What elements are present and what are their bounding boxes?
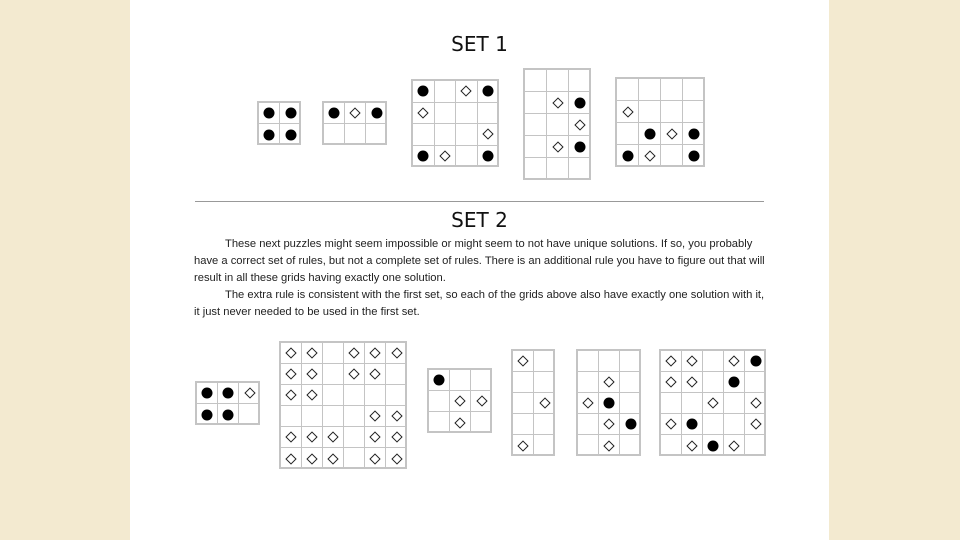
- grid-cell[interactable]: [745, 435, 766, 456]
- grid-cell[interactable]: [280, 124, 301, 145]
- diamond-icon: [483, 129, 494, 140]
- grid-cell[interactable]: [569, 114, 591, 136]
- grid-cell[interactable]: [281, 364, 302, 385]
- diamond-icon: [728, 440, 739, 451]
- grid-cell[interactable]: [599, 435, 620, 456]
- diamond-icon: [603, 418, 614, 429]
- grid-cell[interactable]: [578, 393, 599, 414]
- diamond-icon: [369, 453, 380, 464]
- diamond-icon: [391, 347, 402, 358]
- diamond-icon: [750, 418, 761, 429]
- grid-cell[interactable]: [661, 79, 683, 101]
- diamond-icon: [369, 410, 380, 421]
- set1-title: SET 1: [451, 32, 508, 56]
- grid-cell[interactable]: [323, 427, 344, 448]
- black-dot-icon: [689, 128, 700, 139]
- grid-cell[interactable]: [456, 81, 478, 103]
- grid-cell[interactable]: [525, 158, 547, 180]
- grid-cell[interactable]: [218, 404, 239, 425]
- black-dot-icon: [687, 419, 698, 430]
- set1-puzzle-grid-3: [411, 79, 499, 167]
- grid-cell[interactable]: [344, 343, 365, 364]
- black-dot-icon: [264, 129, 275, 140]
- grid-cell[interactable]: [661, 101, 683, 123]
- grid-cell[interactable]: [620, 372, 641, 393]
- diamond-icon: [750, 397, 761, 408]
- section-divider: [195, 201, 764, 202]
- black-dot-icon: [202, 388, 213, 399]
- paragraph-1: These next puzzles might seem impossible or might seem to not have unique solutions. If so, you probably have a correct set of rules, but not a complete set of rules. There is an additional rule you have to figure out that will result in all these grids having exactly one solution.: [194, 238, 765, 284]
- grid-cell[interactable]: [478, 146, 500, 168]
- grid-cell[interactable]: [324, 124, 345, 145]
- black-dot-icon: [483, 86, 494, 97]
- grid-cell[interactable]: [366, 124, 387, 145]
- diamond-icon: [391, 431, 402, 442]
- grid-cell[interactable]: [703, 435, 724, 456]
- grid-cell[interactable]: [259, 103, 280, 124]
- diamond-icon: [666, 128, 677, 139]
- grid-cell[interactable]: [429, 412, 450, 433]
- set1-puzzle-grid-5: [615, 77, 705, 167]
- grid-cell[interactable]: [386, 343, 407, 364]
- diamond-icon: [306, 431, 317, 442]
- grid-cell[interactable]: [323, 406, 344, 427]
- grid-cell[interactable]: [703, 372, 724, 393]
- grid-cell[interactable]: [386, 406, 407, 427]
- black-dot-icon: [644, 128, 655, 139]
- diamond-icon: [644, 150, 655, 161]
- grid-cell[interactable]: [620, 435, 641, 456]
- grid-cell[interactable]: [239, 404, 260, 425]
- diamond-icon: [391, 453, 402, 464]
- grid-cell[interactable]: [281, 448, 302, 469]
- set2-puzzle-grid-4: [511, 349, 555, 456]
- grid-cell[interactable]: [450, 391, 471, 412]
- diamond-icon: [539, 397, 550, 408]
- diamond-icon: [603, 376, 614, 387]
- grid-cell[interactable]: [365, 427, 386, 448]
- diamond-icon: [728, 355, 739, 366]
- grid-cell[interactable]: [281, 343, 302, 364]
- grid-cell[interactable]: [724, 414, 745, 435]
- diamond-icon: [285, 453, 296, 464]
- grid-cell[interactable]: [429, 370, 450, 391]
- grid-cell[interactable]: [661, 372, 682, 393]
- grid-cell[interactable]: [344, 385, 365, 406]
- grid-cell[interactable]: [323, 343, 344, 364]
- grid-cell[interactable]: [547, 114, 569, 136]
- grid-cell[interactable]: [569, 70, 591, 92]
- diamond-icon: [461, 86, 472, 97]
- diamond-icon: [582, 397, 593, 408]
- set1-puzzle-grid-1: [257, 101, 301, 145]
- black-dot-icon: [285, 108, 296, 119]
- grid-cell[interactable]: [617, 101, 639, 123]
- diamond-icon: [369, 431, 380, 442]
- diamond-icon: [306, 347, 317, 358]
- grid-cell[interactable]: [525, 136, 547, 158]
- grid-cell[interactable]: [218, 383, 239, 404]
- grid-cell[interactable]: [302, 385, 323, 406]
- diamond-icon: [348, 347, 359, 358]
- grid-cell[interactable]: [661, 393, 682, 414]
- grid-cell[interactable]: [513, 351, 534, 372]
- diamond-icon: [348, 368, 359, 379]
- grid-cell[interactable]: [661, 123, 683, 145]
- grid-cell[interactable]: [365, 448, 386, 469]
- grid-cell[interactable]: [456, 146, 478, 168]
- grid-cell[interactable]: [683, 145, 705, 167]
- set2-puzzle-grid-3: [427, 368, 492, 433]
- set2-puzzle-grid-1: [195, 381, 260, 425]
- grid-cell[interactable]: [386, 448, 407, 469]
- grid-cell[interactable]: [323, 364, 344, 385]
- grid-cell[interactable]: [366, 103, 387, 124]
- grid-cell[interactable]: [683, 101, 705, 123]
- grid-cell[interactable]: [413, 81, 435, 103]
- grid-cell[interactable]: [345, 124, 366, 145]
- grid-cell[interactable]: [281, 385, 302, 406]
- grid-cell[interactable]: [534, 372, 555, 393]
- grid-cell[interactable]: [578, 351, 599, 372]
- black-dot-icon: [418, 151, 429, 162]
- grid-cell[interactable]: [513, 372, 534, 393]
- grid-cell[interactable]: [578, 435, 599, 456]
- grid-cell[interactable]: [620, 414, 641, 435]
- grid-cell[interactable]: [620, 351, 641, 372]
- grid-cell[interactable]: [478, 103, 500, 125]
- grid-cell[interactable]: [682, 351, 703, 372]
- grid-cell[interactable]: [324, 103, 345, 124]
- black-dot-icon: [371, 108, 382, 119]
- diamond-icon: [686, 440, 697, 451]
- grid-cell[interactable]: [323, 385, 344, 406]
- grid-cell[interactable]: [450, 370, 471, 391]
- grid-cell[interactable]: [435, 146, 457, 168]
- grid-cell[interactable]: [281, 427, 302, 448]
- grid-cell[interactable]: [525, 114, 547, 136]
- grid-cell[interactable]: [599, 393, 620, 414]
- black-dot-icon: [202, 409, 213, 420]
- grid-cell[interactable]: [745, 351, 766, 372]
- black-dot-icon: [622, 151, 633, 162]
- grid-cell[interactable]: [323, 448, 344, 469]
- grid-cell[interactable]: [513, 414, 534, 435]
- grid-cell[interactable]: [478, 124, 500, 146]
- grid-cell[interactable]: [365, 364, 386, 385]
- grid-cell[interactable]: [599, 351, 620, 372]
- diamond-icon: [552, 141, 563, 152]
- grid-cell[interactable]: [578, 372, 599, 393]
- grid-cell[interactable]: [197, 404, 218, 425]
- grid-cell[interactable]: [456, 124, 478, 146]
- grid-cell[interactable]: [413, 124, 435, 146]
- grid-cell[interactable]: [599, 414, 620, 435]
- diamond-icon: [517, 355, 528, 366]
- diamond-icon: [391, 410, 402, 421]
- grid-cell[interactable]: [639, 123, 661, 145]
- grid-cell[interactable]: [534, 351, 555, 372]
- grid-cell[interactable]: [682, 414, 703, 435]
- black-dot-icon: [223, 388, 234, 399]
- grid-cell[interactable]: [302, 427, 323, 448]
- grid-cell[interactable]: [471, 412, 492, 433]
- black-dot-icon: [708, 440, 719, 451]
- grid-cell[interactable]: [682, 372, 703, 393]
- diamond-icon: [306, 368, 317, 379]
- diamond-icon: [327, 431, 338, 442]
- grid-cell[interactable]: [639, 145, 661, 167]
- grid-cell[interactable]: [345, 103, 366, 124]
- grid-cell[interactable]: [745, 372, 766, 393]
- diamond-icon: [285, 431, 296, 442]
- grid-cell[interactable]: [661, 351, 682, 372]
- diamond-icon: [285, 389, 296, 400]
- grid-cell[interactable]: [435, 103, 457, 125]
- paragraph-2: The extra rule is consistent with the first set, so each of the grids above also have exactly one solution with it, it just never needed to be used in the first set.: [194, 289, 765, 318]
- diamond-icon: [418, 107, 429, 118]
- diamond-icon: [454, 417, 465, 428]
- grid-cell[interactable]: [344, 406, 365, 427]
- grid-cell[interactable]: [471, 391, 492, 412]
- grid-cell[interactable]: [413, 103, 435, 125]
- grid-cell[interactable]: [617, 145, 639, 167]
- grid-cell[interactable]: [302, 364, 323, 385]
- grid-cell[interactable]: [703, 414, 724, 435]
- diamond-icon: [349, 107, 360, 118]
- set1-puzzle-grid-4: [523, 68, 591, 180]
- black-dot-icon: [329, 108, 340, 119]
- black-dot-icon: [483, 151, 494, 162]
- grid-cell[interactable]: [682, 393, 703, 414]
- grid-cell[interactable]: [302, 406, 323, 427]
- black-dot-icon: [575, 97, 586, 108]
- diamond-icon: [707, 397, 718, 408]
- grid-cell[interactable]: [724, 372, 745, 393]
- black-dot-icon: [434, 375, 445, 386]
- diamond-icon: [603, 440, 614, 451]
- black-dot-icon: [264, 108, 275, 119]
- black-dot-icon: [418, 86, 429, 97]
- grid-cell[interactable]: [547, 70, 569, 92]
- diamond-icon: [622, 106, 633, 117]
- grid-cell[interactable]: [724, 393, 745, 414]
- black-dot-icon: [285, 129, 296, 140]
- diamond-icon: [369, 347, 380, 358]
- grid-cell[interactable]: [525, 92, 547, 114]
- grid-cell[interactable]: [344, 427, 365, 448]
- grid-cell[interactable]: [365, 385, 386, 406]
- grid-cell[interactable]: [661, 414, 682, 435]
- grid-cell[interactable]: [547, 136, 569, 158]
- diamond-icon: [686, 355, 697, 366]
- set2-puzzle-grid-2: [279, 341, 407, 469]
- grid-cell[interactable]: [197, 383, 218, 404]
- black-dot-icon: [223, 409, 234, 420]
- grid-cell[interactable]: [386, 364, 407, 385]
- black-dot-icon: [729, 377, 740, 388]
- diamond-icon: [306, 453, 317, 464]
- grid-cell[interactable]: [661, 435, 682, 456]
- grid-cell[interactable]: [547, 92, 569, 114]
- grid-cell[interactable]: [682, 435, 703, 456]
- grid-cell[interactable]: [450, 412, 471, 433]
- diamond-icon: [439, 151, 450, 162]
- set2-description: [194, 236, 768, 321]
- page-canvas: [130, 0, 829, 540]
- grid-cell[interactable]: [302, 343, 323, 364]
- diamond-icon: [306, 389, 317, 400]
- grid-cell[interactable]: [435, 81, 457, 103]
- grid-cell[interactable]: [259, 124, 280, 145]
- grid-cell[interactable]: [703, 393, 724, 414]
- grid-cell[interactable]: [639, 101, 661, 123]
- grid-cell[interactable]: [703, 351, 724, 372]
- grid-cell[interactable]: [569, 136, 591, 158]
- grid-cell[interactable]: [534, 435, 555, 456]
- grid-cell[interactable]: [239, 383, 260, 404]
- grid-cell[interactable]: [599, 372, 620, 393]
- grid-cell[interactable]: [365, 343, 386, 364]
- black-dot-icon: [604, 398, 615, 409]
- set2-puzzle-grid-6: [659, 349, 766, 456]
- grid-cell[interactable]: [365, 406, 386, 427]
- diamond-icon: [285, 347, 296, 358]
- grid-cell[interactable]: [683, 79, 705, 101]
- grid-cell[interactable]: [617, 123, 639, 145]
- diamond-icon: [552, 97, 563, 108]
- grid-cell[interactable]: [534, 393, 555, 414]
- grid-cell[interactable]: [661, 145, 683, 167]
- grid-cell[interactable]: [344, 448, 365, 469]
- grid-cell[interactable]: [724, 351, 745, 372]
- grid-cell[interactable]: [435, 124, 457, 146]
- grid-cell[interactable]: [620, 393, 641, 414]
- set1-puzzle-grid-2: [322, 101, 387, 145]
- diamond-icon: [686, 376, 697, 387]
- grid-cell[interactable]: [617, 79, 639, 101]
- black-dot-icon: [625, 419, 636, 430]
- grid-cell[interactable]: [386, 385, 407, 406]
- grid-cell[interactable]: [413, 146, 435, 168]
- diamond-icon: [665, 376, 676, 387]
- grid-cell[interactable]: [513, 393, 534, 414]
- grid-cell[interactable]: [525, 70, 547, 92]
- diamond-icon: [665, 418, 676, 429]
- diamond-icon: [476, 395, 487, 406]
- grid-cell[interactable]: [344, 364, 365, 385]
- grid-cell[interactable]: [386, 427, 407, 448]
- grid-cell[interactable]: [683, 123, 705, 145]
- grid-cell[interactable]: [639, 79, 661, 101]
- diamond-icon: [574, 119, 585, 130]
- diamond-icon: [327, 453, 338, 464]
- diamond-icon: [454, 395, 465, 406]
- set2-puzzle-grid-5: [576, 349, 641, 456]
- grid-cell[interactable]: [281, 406, 302, 427]
- grid-cell[interactable]: [280, 103, 301, 124]
- grid-cell[interactable]: [569, 92, 591, 114]
- grid-cell[interactable]: [471, 370, 492, 391]
- grid-cell[interactable]: [745, 414, 766, 435]
- grid-cell[interactable]: [745, 393, 766, 414]
- grid-cell[interactable]: [578, 414, 599, 435]
- grid-cell[interactable]: [478, 81, 500, 103]
- set2-title: SET 2: [451, 208, 508, 232]
- grid-cell[interactable]: [513, 435, 534, 456]
- grid-cell[interactable]: [429, 391, 450, 412]
- diamond-icon: [244, 387, 255, 398]
- grid-cell[interactable]: [724, 435, 745, 456]
- black-dot-icon: [575, 141, 586, 152]
- grid-cell[interactable]: [456, 103, 478, 125]
- diamond-icon: [665, 355, 676, 366]
- grid-cell[interactable]: [547, 158, 569, 180]
- grid-cell[interactable]: [534, 414, 555, 435]
- diamond-icon: [517, 440, 528, 451]
- diamond-icon: [285, 368, 296, 379]
- black-dot-icon: [689, 151, 700, 162]
- black-dot-icon: [750, 356, 761, 367]
- grid-cell[interactable]: [302, 448, 323, 469]
- diamond-icon: [369, 368, 380, 379]
- grid-cell[interactable]: [569, 158, 591, 180]
